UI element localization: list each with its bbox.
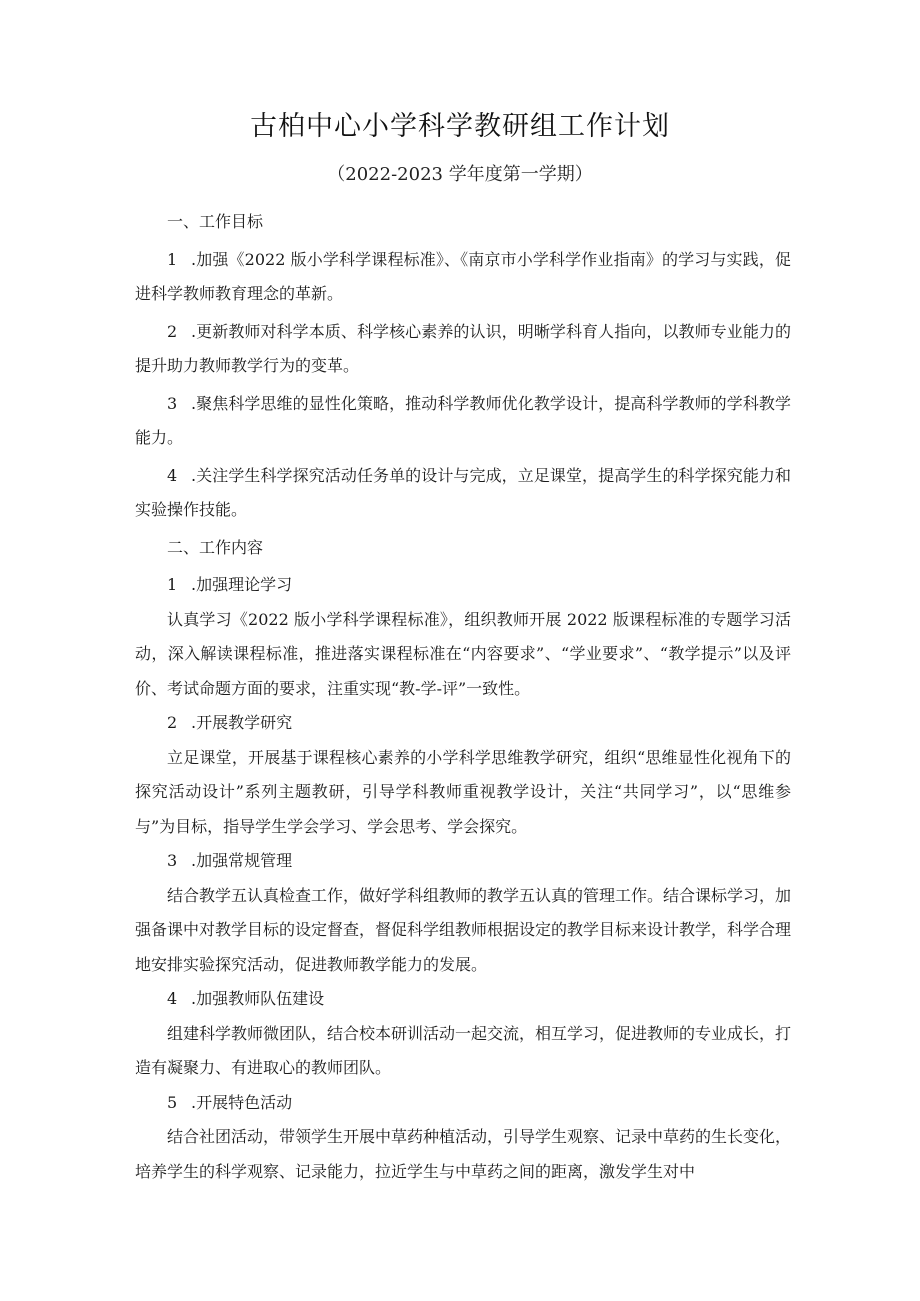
item-text: .加强教师队伍建设 [191, 989, 325, 1008]
content-paragraph: 结合社团活动，带领学生开展中草药种植活动，引导学生观察、记录中草药的生长变化，培养学生的科学观察、记录能力，拉近学生与中草药之间的距离，激发学生对中 [135, 1127, 792, 1181]
content-subheading [135, 1086, 791, 1121]
content-paragraph: 立足课堂，开展基于课程核心素养的小学科学思维教学研究，组织“思维显性化视角下的探究活动设计”系列主题教研，引导学科教师重视教学设计，关注“共同学习”，以“思维参与”为目标，指导学生学会学习、学会思考、学会探究。 [135, 747, 791, 836]
item-number: 2 [167, 321, 178, 341]
content-subheading [135, 706, 791, 741]
content-subheading [135, 568, 791, 603]
item-text: .开展特色活动 [191, 1092, 293, 1112]
content-subheading [135, 982, 791, 1017]
item-text: .开展教学研究 [191, 713, 293, 732]
content-subheading [135, 844, 791, 879]
item-number: 3 [167, 393, 178, 413]
content-paragraph: 认真学习《2022 版小学科学课程标准》，组织教师开展 2022 版课程标准的专题学习活动，深入解读课程标准，推进落实课程标准在“内容要求”、“学业要求”、“教学提示”以及评价、考试命题方面的要求，注重实现“教-学-评”一致性。 [135, 609, 791, 698]
section-heading: 二、工作内容 [167, 537, 264, 557]
page-subtitle: （2022-2023 学年度第一学期） [327, 164, 593, 185]
goal-item [135, 315, 791, 384]
content-paragraph: 组建科学教师微团队，结合校本研训活动一起交流，相互学习，促进教师的专业成长，打造有凝聚力、有进取心的教师团队。 [135, 1023, 792, 1077]
item-text: .关注学生科学探究活动任务单的设计与完成，立足课堂，提高学生的科学探究能力和实验操作技能。 [135, 465, 791, 519]
item-text: .加强常规管理 [191, 851, 293, 870]
item-text: .加强《2022 版小学科学课程标准》、《南京市小学科学作业指南》的学习与实践，促进科学教师教育理念的革新。 [135, 249, 791, 303]
item-text: .聚焦科学思维的显性化策略，推动科学教师优化教学设计，提高科学教师的学科教学能力。 [135, 393, 791, 447]
section-heading: 一、工作目标 [167, 212, 264, 231]
goal-item [135, 243, 791, 312]
content-paragraph: 结合教学五认真检查工作，做好学科组教师的教学五认真的管理工作。结合课标学习，加强备课中对教学目标的设定督查，督促科学组教师根据设定的教学目标来设计教学，科学合理地安排实验探究活动，促进教师教学能力的发展。 [135, 885, 792, 974]
item-number: 3 [167, 851, 178, 870]
item-number: 1 [167, 575, 178, 594]
goal-item [135, 387, 791, 456]
item-number: 4 [167, 989, 178, 1008]
item-number: 4 [167, 465, 178, 485]
page-title: 古柏中心小学科学教研组工作计划 [250, 111, 670, 142]
document-body [135, 205, 791, 1189]
item-text: .加强理论学习 [191, 575, 293, 594]
item-number: 2 [167, 713, 178, 732]
item-number: 1 [167, 249, 178, 269]
item-number: 5 [167, 1092, 178, 1112]
item-text: .更新教师对科学本质、科学核心素养的认识，明晰学科育人指向，以教师专业能力的提升助力教师教学行为的变革。 [135, 321, 791, 375]
goal-item [135, 459, 791, 528]
